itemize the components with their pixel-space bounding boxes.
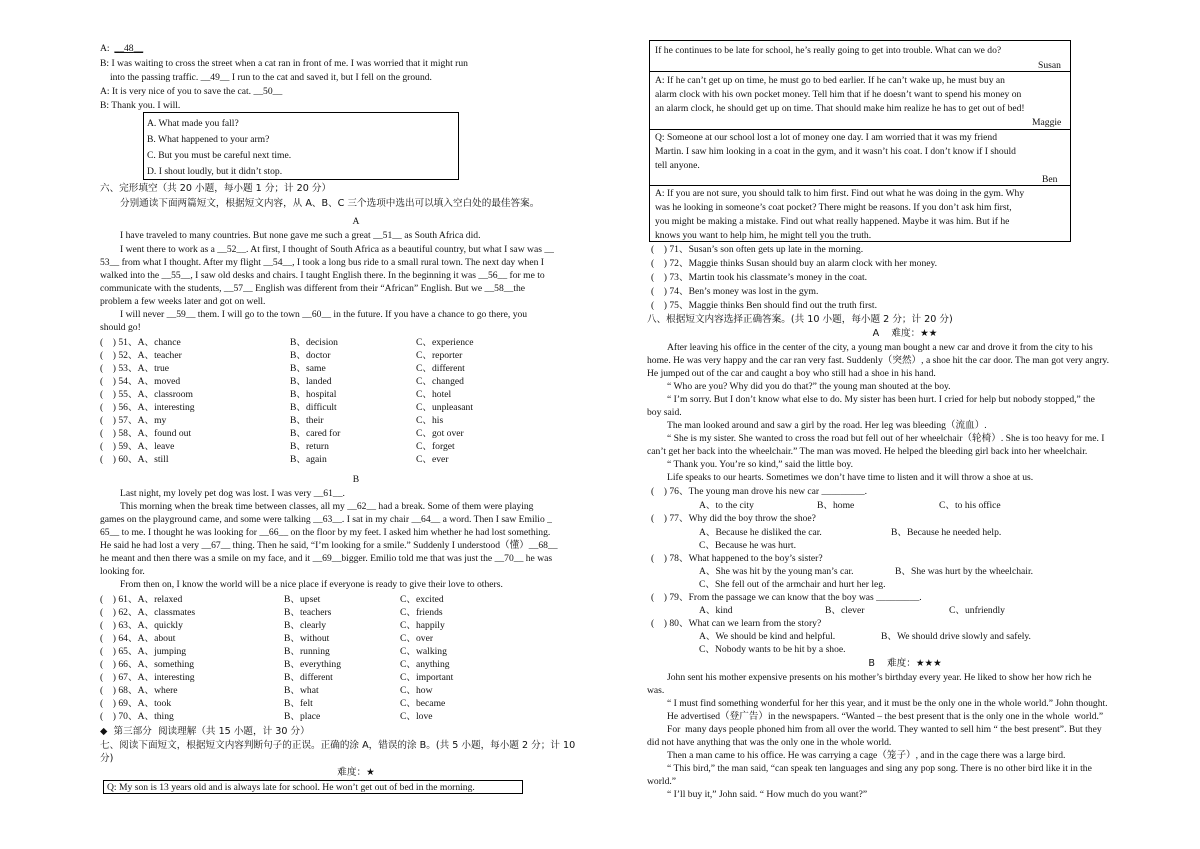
- passage-line: “ I must find something wonderful for her this year, and it must be the only one in the whole world.” John thought.: [667, 698, 1108, 709]
- mcq-option: C、to his office: [939, 500, 1001, 511]
- passage-line: After leaving his office in the center of the city, a young man bought a new car and drove it from the city to his: [667, 342, 1093, 353]
- mcq-option: B、She was hurt by the wheelchair.: [895, 566, 1034, 577]
- signature-ben: Ben: [1042, 174, 1058, 185]
- letter-line: tell anyone.: [655, 160, 700, 171]
- passage-line: He jumped out of the car and caught a boy who still had a shoe in his hand.: [647, 368, 936, 379]
- passage-line: can’t get her back into the wheelchair.” The man was moved. He helped the bleeding girl back into her wheelchair.: [647, 446, 1088, 457]
- letter-line: alarm clock with his own pocket money. Tell him that if he doesn’t want to spend his money on: [655, 89, 1022, 100]
- mcq-option: B、Because he needed help.: [891, 527, 1002, 538]
- tf-question: ( ) 71、Susan’s son often gets up late in the morning.: [651, 244, 864, 255]
- mcq-option: A、We should be kind and helpful.: [699, 631, 836, 642]
- option-a: A. What made you fall?: [147, 118, 239, 129]
- mcq-option: A、She was hit by the young man’s car.: [699, 566, 854, 577]
- passage-line: For many days people phoned him from all over the world. They wanted to sell him “ the best present”. But they: [667, 724, 1102, 735]
- passage-line: He advertised（登广告）in the newspapers. “Wanted – the best present that is the only one in the whole world.”: [667, 711, 1104, 722]
- tf-question: ( ) 72、Maggie thinks Susan should buy an alarm clock with her money.: [651, 258, 938, 269]
- blank-48: 48: [123, 43, 134, 54]
- signature-susan: Susan: [1038, 60, 1061, 71]
- section7-title: 七、阅读下面短文，根据短文内容判断句子的正误。正确的涂 A，错误的涂 B。(共 5 小题，每小题 2 分；计 10: [100, 740, 576, 751]
- mcq-option: B、We should drive slowly and safely.: [881, 631, 1031, 642]
- mcq-question: ( ) 77、Why did the boy throw the shoe?: [651, 513, 816, 524]
- letter-line: A: If you are not sure, you should talk to him first. Find out what he was doing in the gym. Why: [655, 188, 1025, 199]
- passage-line: The man looked around and saw a girl by the road. Her leg was bleeding（流血）.: [667, 420, 987, 431]
- mcq-option: B、home: [817, 500, 855, 511]
- mcq-question: ( ) 80、What can we learn from the story?: [651, 618, 822, 629]
- passage-b-line: 65__ to me. I thought he was looking for __66__ on the floor by my feet. I asked him whether he had lost something.: [100, 527, 551, 538]
- tf-question: ( ) 75、Maggie thinks Ben should find out the truth first.: [651, 300, 877, 311]
- section6-instructions: 分别通读下面两篇短文，根据短文内容，从 A、B、C 三个选项中选出可以填入空白处的最佳答案。: [120, 198, 540, 209]
- difficulty-a: A 难度：★★: [872, 328, 938, 339]
- section8-title: 八、根据短文内容选择正确答案。(共 10 小题，每小题 2 分；计 20 分): [647, 314, 953, 325]
- mcq-option: A、to the city: [699, 500, 754, 511]
- passage-a-line: I have traveled to many countries. But none gave me such a great __51__ as South Africa did.: [120, 230, 481, 241]
- passage-a-line: 53__ from what I thought. After my flight __54__, I took a long bus ride to a small rural town. The next day when I: [100, 257, 544, 268]
- mcq-option: C、She fell out of the armchair and hurt her leg.: [699, 579, 886, 590]
- dialog-line: B: Thank you. I will.: [100, 100, 181, 111]
- option-d: D. I shout loudly, but it didn’t stop.: [147, 166, 283, 177]
- signature-maggie: Maggie: [1032, 117, 1062, 128]
- divider: [650, 129, 1070, 130]
- letters-box: [649, 40, 1071, 242]
- passage-b-label: B: [352, 474, 360, 485]
- tf-question: ( ) 73、Martin took his classmate’s money in the coat.: [651, 272, 868, 283]
- question-box: [103, 780, 523, 794]
- letter-line: you might be making a mistake. Find out what really happened. Maybe it was him. But if he: [655, 216, 1010, 227]
- letter-line: Martin. I saw him looking in a coat in the gym, and it wasn’t his coat. I don’t know if I should: [655, 146, 1016, 157]
- passage-b-line: Last night, my lovely pet dog was lost. I was very __61__.: [120, 488, 345, 499]
- cloze-a-table: ( ) 51、A、chance B、decision C、experience ( ) 52、A、teacher B、doctor C、reporter ( ) 53、A、true B、same C、different ( ) 54、A、moved B、landed C、changed ( ) 55、A、classroom B、hospital C、hotel ( ) 56、A、interesting B、difficult C、unpleasant ( ) 57、A、my B、their C、his ( ) 58、A、found out B、cared for C、got over ( ) 59、A、leave B、return C、forget ( ) 60、A、still B、again C、ever: [100, 337, 474, 465]
- passage-line: “ Thank you. You’re so kind,” said the little boy.: [667, 459, 853, 470]
- dialog-line: B: I was waiting to cross the street when a cat ran in front of me. I was worried that it might run: [100, 58, 468, 69]
- letter-line: knows you want to help him, he might tell you the truth.: [655, 230, 872, 241]
- passage-b-line: he meant and then there was a smile on my face, and it __69__bigger. Emilio told me that was just the __70__ he was: [100, 553, 553, 564]
- mcq-option: B、clever: [825, 605, 865, 616]
- letter-line: Q: Someone at our school lost a lot of money one day. I am worried that it was my friend: [655, 132, 998, 143]
- cloze-b-table: ( ) 61、A、relaxed B、upset C、excited ( ) 62、A、classmates B、teachers C、friends ( ) 63、A、quickly B、clearly C、happily ( ) 64、A、about B、without C、over ( ) 65、A、jumping B、running C、walking ( ) 66、A、something B、everything C、anything ( ) 67、A、interesting B、different C、important ( ) 68、A、where B、what C、how ( ) 69、A、took B、felt C、became ( ) 70、A、thing B、place C、love: [100, 594, 454, 722]
- dialog-line-a48: A: __48__: [100, 43, 144, 54]
- dialog-line: into the passing traffic. __49__ I run to the cat and saved it, but I fell on the ground.: [110, 72, 432, 83]
- passage-line: world.”: [647, 776, 677, 787]
- mcq-option: C、unfriendly: [949, 605, 1005, 616]
- passage-line: John sent his mother expensive presents on his mother’s birthday every year. He liked to show her how rich he: [667, 672, 1092, 683]
- question-text: Q: My son is 13 years old and is always late for school. He won’t get out of bed in the morning.: [107, 782, 475, 793]
- dialog-line: A: It is very nice of you to save the cat. __50__: [100, 86, 283, 97]
- section7-title-cont: 分): [100, 753, 114, 764]
- passage-line: “ She is my sister. She wanted to cross the road but fell out of her wheelchair（轮椅）. She is too heavy for me. I: [667, 433, 1105, 444]
- letter-line: A: If he can’t get up on time, he must go to bed earlier. If he can’t wake up, he must buy an: [655, 75, 1005, 86]
- divider: [650, 71, 1070, 72]
- passage-a-line: problem a few weeks later and got on well.: [100, 296, 266, 307]
- options-box: [143, 112, 459, 180]
- passage-b-line: games on the playground came, and some were talking __63__. I sat in my chair __64__ a word. Then I saw Emilio _: [100, 514, 552, 525]
- mcq-option: C、Because he was hurt.: [699, 540, 796, 551]
- divider: [650, 185, 1070, 186]
- passage-a-line: walked into the __55__, I saw old desks and chairs. I taught English there. In the beginning it was __56__ for me to: [100, 270, 545, 281]
- tf-question: ( ) 74、Ben’s money was lost in the gym.: [651, 286, 819, 297]
- passage-line: “ I’m sorry. But I don’t know what else to do. My sister has been hurt. I cried for help but nobody stopped,” the: [667, 394, 1095, 405]
- mcq-question: ( ) 78、What happened to the boy’s sister?: [651, 553, 823, 564]
- difficulty-b: B 难度：★★★: [868, 658, 942, 669]
- passage-a-line: should go!: [100, 322, 141, 333]
- difficulty-rating: 难度：★: [337, 767, 375, 778]
- passage-b-line: He said he had lost a very __67__ thing. Then he said, “I’m looking for a smile.” Suddenly I understood（懂）__68__: [100, 540, 558, 551]
- passage-line: “ I’ll buy it,” John said. “ How much do you want?”: [667, 789, 868, 800]
- passage-a-line: communicate with the students, __57__ English was different from their “African” English. But we __58__the: [100, 283, 526, 294]
- mcq-option: A、Because he disliked the car.: [699, 527, 822, 538]
- part3-title: ◆ 第三部分 阅读理解（共 15 小题，计 30 分）: [100, 726, 310, 737]
- option-c: C. But you must be careful next time.: [147, 150, 292, 161]
- letter-line: was he looking in someone’s coat pocket? There might be reasons. If you don’t ask him first,: [655, 202, 1012, 213]
- passage-line: Then a man came to his office. He was carrying a cage（笼子）, and in the cage there was a large bird.: [667, 750, 1066, 761]
- letter-line: If he continues to be late for school, he’s really going to get into trouble. What can we do?: [655, 45, 1002, 56]
- letter-line: an alarm clock, he should get up on time. That should make him realize he has to get out of bed!: [655, 103, 1025, 114]
- mcq-option: A、kind: [699, 605, 733, 616]
- passage-b-line: looking for.: [100, 566, 145, 577]
- passage-line: Life speaks to our hearts. Sometimes we don’t have time to listen and it will throw a shoe at us.: [667, 472, 1034, 483]
- passage-a-label: A: [352, 216, 360, 227]
- option-b: B. What happened to your arm?: [147, 134, 270, 145]
- section6-title: 六、完形填空（共 20 小题，每小题 1 分；计 20 分）: [100, 183, 332, 194]
- passage-a-line: I will never __59__ them. I will go to the town __60__ in the future. If you have a chance to go there, you: [120, 309, 528, 320]
- passage-b-line: This morning when the break time between classes, all my __62__ had a break. Some of them were playing: [120, 501, 534, 512]
- passage-b-line: From then on, I know the world will be a nice place if everyone is ready to give their love to others.: [120, 579, 503, 590]
- passage-a-line: I went there to work as a __52__. At first, I thought of South Africa as a beautiful country, but what I saw was __: [120, 244, 554, 255]
- mcq-option: C、Nobody wants to be hit by a shoe.: [699, 644, 846, 655]
- passage-line: “ This bird,” the man said, “can speak ten languages and sing any pop song. There is no other bird like it in the: [667, 763, 1092, 774]
- passage-line: “ Who are you? Why did you do that?” the young man shouted at the boy.: [667, 381, 951, 392]
- mcq-question: ( ) 79、From the passage we can know that the boy was _________.: [651, 592, 922, 603]
- mcq-question: ( ) 76、The young man drove his new car _________.: [651, 486, 868, 497]
- passage-line: boy said.: [647, 407, 682, 418]
- passage-line: was.: [647, 685, 665, 696]
- passage-line: did not have anything that was the only one in the whole world.: [647, 737, 892, 748]
- passage-line: home. He was very happy and the car ran very fast. Suddenly（突然）, a shoe hit the car door. The man got very angry.: [647, 355, 1109, 366]
